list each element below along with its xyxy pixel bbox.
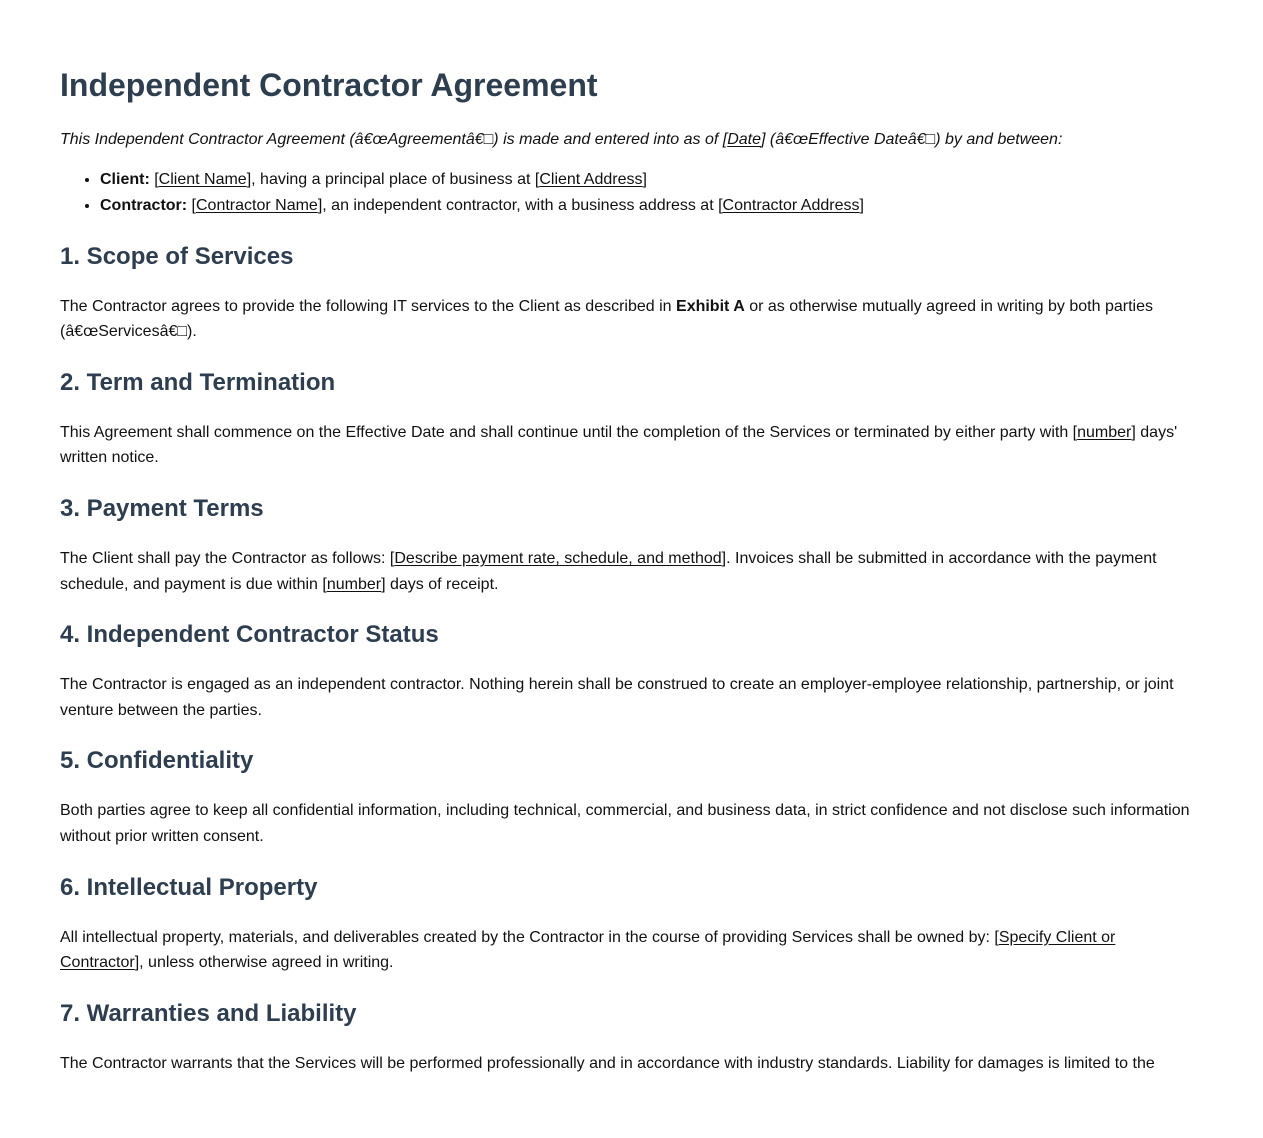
section-text: All intellectual property, materials, and deliverables created by the Contractor in the course of providing Services shall be owned by: [ <box>60 928 999 946</box>
section-heading: 4. Independent Contractor Status <box>60 621 439 649</box>
section-body: The Contractor is engaged as an independent contractor. Nothing herein shall be construed to create an employer-employee relationship, partnership, or joint venture between the parties. <box>60 676 1174 719</box>
party-client <box>100 167 1203 193</box>
section-contractor-status <box>60 621 1203 723</box>
section-text: This Agreement shall commence on the Effective Date and shall continue until the completion of the Services or terminated by either party with [ <box>60 423 1078 441</box>
section-heading: 1. Scope of Services <box>60 242 294 270</box>
document-title: Independent Contractor Agreement <box>60 67 598 103</box>
date-placeholder: Date <box>727 131 762 148</box>
party-text: ] <box>642 170 647 188</box>
party-text: [ <box>149 170 159 188</box>
contractor-name-placeholder: Contractor Name <box>196 196 318 214</box>
section-body <box>60 925 1203 976</box>
ip-owner-placeholder: Specify Client or Contractor <box>60 928 1116 972</box>
notice-days-placeholder: number <box>1077 423 1132 441</box>
party-text: ], having a principal place of business at [ <box>246 170 540 188</box>
party-label: Contractor: <box>100 196 188 214</box>
intro-text-prefix: This Independent Contractor Agreement (â€œAgreementâ€□) is made and entered into as of [ <box>60 131 728 148</box>
contractor-address-placeholder: Contractor Address <box>722 196 860 214</box>
section-scope-of-services <box>60 243 1203 345</box>
section-body: The Contractor warrants that the Services will be performed professionally and in accordance with industry standards. Liability for damages is limited to the <box>60 1054 1155 1072</box>
payment-method-placeholder: Describe payment rate, schedule, and method <box>394 549 722 567</box>
section-intellectual-property <box>60 874 1203 976</box>
section-heading: 2. Term and Termination <box>60 368 336 396</box>
section-text: ]. Invoices shall be submitted in accordance with the payment schedule, and payment is due within [ <box>60 549 1157 593</box>
section-warranties-and-liability <box>60 1000 1203 1077</box>
client-name-placeholder: Client Name <box>158 170 247 188</box>
section-text: or as otherwise mutually agreed in writing by both parties (â€œServicesâ€□). <box>60 297 1153 341</box>
section-text: ] days' written notice. <box>60 423 1178 467</box>
section-heading: 3. Payment Terms <box>60 494 264 522</box>
section-body <box>60 546 1203 597</box>
section-payment-terms <box>60 495 1203 597</box>
section-heading: 6. Intellectual Property <box>60 873 318 901</box>
party-contractor <box>100 193 1203 219</box>
intro-paragraph <box>60 127 1203 153</box>
party-text: ] <box>859 196 864 214</box>
parties-list <box>60 167 1203 219</box>
section-text: ], unless otherwise agreed in writing. <box>134 954 394 972</box>
section-term-and-termination <box>60 369 1203 471</box>
section-confidentiality <box>60 747 1203 849</box>
party-text: ], an independent contractor, with a business address at [ <box>317 196 723 214</box>
section-body <box>60 294 1203 345</box>
section-text: ] days of receipt. <box>381 575 499 593</box>
section-body <box>60 420 1203 471</box>
party-text: [ <box>187 196 196 214</box>
section-heading: 5. Confidentiality <box>60 747 254 775</box>
section-text: The Client shall pay the Contractor as follows: [ <box>60 549 395 567</box>
section-heading: 7. Warranties and Liability <box>60 999 357 1027</box>
exhibit-reference: Exhibit A <box>676 297 745 315</box>
client-address-placeholder: Client Address <box>539 170 643 188</box>
section-text: The Contractor agrees to provide the following IT services to the Client as described in <box>60 297 677 315</box>
party-label: Client: <box>100 170 150 188</box>
intro-text-suffix: ] (â€œEffective Dateâ€□) by and between: <box>761 131 1063 148</box>
payment-days-placeholder: number <box>326 575 382 593</box>
section-body: Both parties agree to keep all confidential information, including technical, commercial, and business data, in strict confidence and not disclose such information without prior written consent. <box>60 802 1190 845</box>
